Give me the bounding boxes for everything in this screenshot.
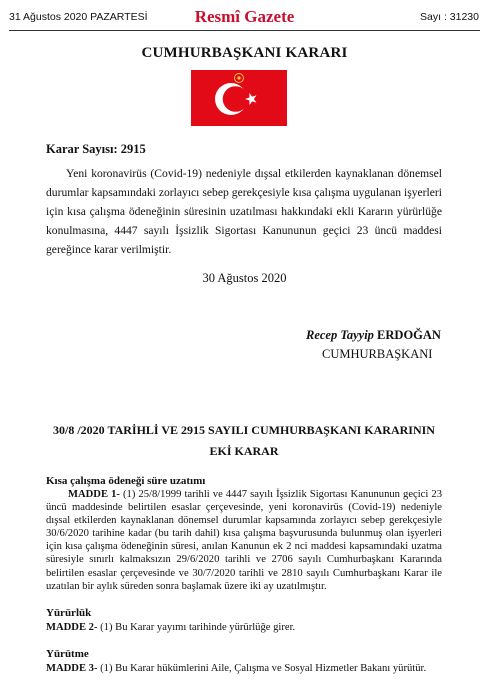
turkish-flag-icon: [191, 70, 287, 126]
header-divider: [9, 30, 480, 31]
signer-last-name: ERDOĞAN: [377, 328, 441, 342]
gazette-title: Resmî Gazete: [194, 7, 295, 26]
article-3-text: (1) Bu Karar hükümlerini Aile, Çalışma ve Sosyal Hizmetler Bakanı yürütür.: [97, 663, 427, 674]
article-3-label: MADDE 3-: [46, 663, 98, 674]
decree-title: CUMHURBAŞKANI KARARI: [141, 45, 348, 61]
section-heading-2: Yürürlük: [46, 607, 92, 619]
article-2: [46, 621, 442, 634]
decree-number: Karar Sayısı: 2915: [46, 142, 146, 156]
decree-body: Yeni koronavirüs (Covid-19) nedeniyle dışsal etkilerden kaynaklanan dönemsel durumlar kapsamındaki zorlayıcı sebep gerekçesiyle kısa çalışma uygulanan işyerleri için kısa çalışma ödeneğinin süresinin uzatılması hakkındaki ekli Kararın yürürlüğe konulmasına, 4447 sayılı İşsizlik Sigortası Kanununun geçici 23 üncü maddesi gereğince karar verilmiştir.: [46, 167, 442, 256]
article-1-text: (1) 25/8/1999 tarihli ve 4447 sayılı İşsizlik Sigortası Kanununun geçici 23 üncü maddesinde belirtilen esaslar çerçevesinde, yeni koronavirüs (Covid-19) nedeniyle dışsal etkilerden kaynaklanan dönemsel durumlar kapsamında zorlayıcı sebep gerekçesiyle 30/6/2020 tarihine kadar (bu tarih dahil) kısa çalışma başvurusunda bulunmuş olan işyerleri için kısa çalışma ödeneğinin süresi, anılan Kanunun ek 2 nci maddesi kapsamındaki uzatma süresiyle sınırlı kalmaksızın 29/6/2020 tarihli ve 2706 sayılı Cumhurbaşkanı Kararında belirtilen esaslar çerçevesinde ve 30/7/2020 tarihli ve 2810 sayılı Cumhurbaşkanı Karar ile uzatılan bir aylık süreden sonra başlamak üzere iki ay uzatılmıştır.: [46, 489, 442, 592]
article-1-label: MADDE 1-: [68, 489, 120, 500]
article-3: [46, 662, 442, 675]
signer-first-name: Recep Tayyip: [306, 328, 374, 342]
signer-title: CUMHURBAŞKANI: [322, 347, 433, 361]
signer-name: [306, 328, 441, 343]
decree-date: 30 Ağustos 2020: [202, 271, 287, 285]
article-2-label: MADDE 2-: [46, 622, 98, 633]
gazette-issue-number: Sayı : 31230: [420, 11, 479, 23]
annex-title: 30/8 /2020 TARİHLİ VE 2915 SAYILI CUMHURBAŞKANI KARARININ EKİ KARAR: [53, 423, 435, 458]
section-heading-3: Yürütme: [46, 648, 89, 660]
gazette-date: 31 Ağustos 2020 PAZARTESİ: [9, 11, 148, 23]
section-heading-1: Kısa çalışma ödeneği süre uzatımı: [46, 475, 206, 487]
article-2-text: (1) Bu Karar yayımı tarihinde yürürlüğe girer.: [97, 622, 296, 633]
article-1: [46, 488, 442, 593]
